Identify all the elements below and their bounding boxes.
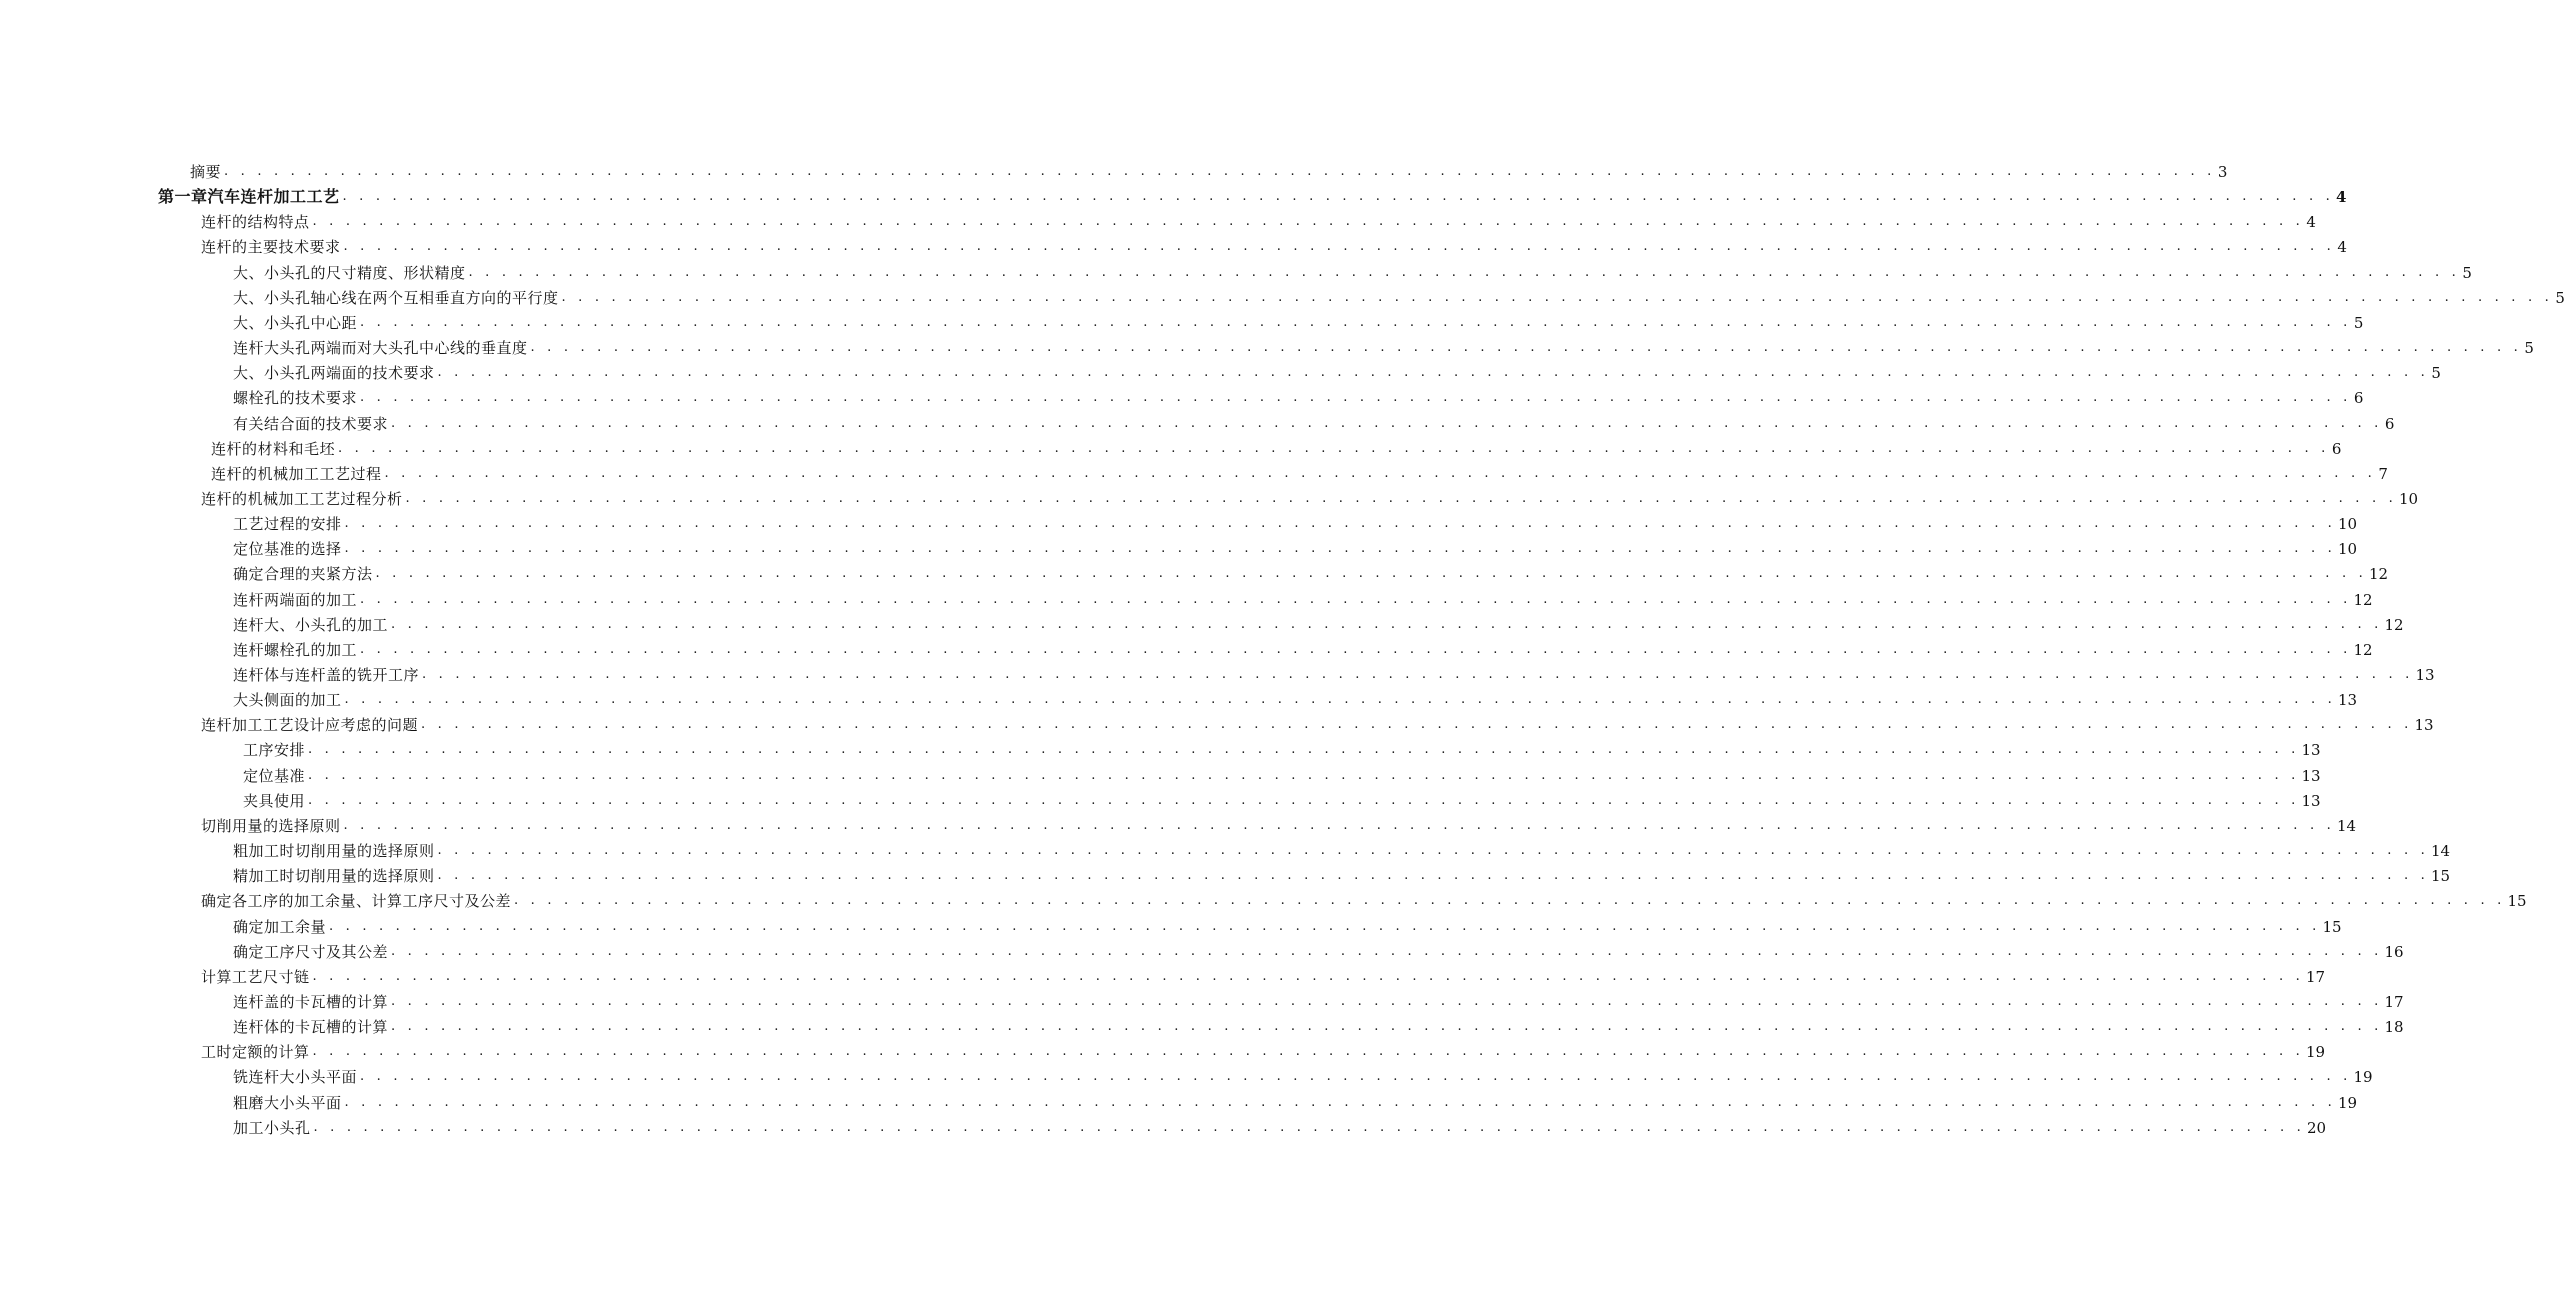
toc-entry-title: 连杆的结构特点 [201, 213, 310, 232]
toc-entry-page-number: 5 [2353, 313, 2364, 332]
toc-dot-leader: . . . . . . . . . . . . . . . . . . . . . . . . . . . . . . . . . . . . . . . . . . . . . . . . . . . . . . . . . . . . . . . . . . . . . . . . . . . . . . . . . . . . . . . . . . . . . . . . . . . . . . . . . . . . . . . . . . . . . . . . [308, 767, 2300, 783]
toc-entry-page-number: 4 [2337, 238, 2347, 257]
toc-dot-leader: . . . . . . . . . . . . . . . . . . . . . . . . . . . . . . . . . . . . . . . . . . . . . . . . . . . . . . . . . . . . . . . . . . . . . . . . . . . . . . . . . . . . . . . . . . . . . . . . . . . . . . . . . . . . . . . . . . . . . . . . [312, 214, 2304, 230]
toc-entry[interactable] [233, 308, 2364, 333]
toc-entry-page-number: 5 [2555, 288, 2565, 307]
toc-dot-leader: . . . . . . . . . . . . . . . . . . . . . . . . . . . . . . . . . . . . . . . . . . . . . . . . . . . . . . . . . . . . . . . . . . . . . . . . . . . . . . . . . . . . . . . . . . . . . . . . . . . . . . . . . . . . . . . . . . . . . . . . [391, 1019, 2383, 1035]
toc-entry[interactable] [233, 685, 2358, 710]
toc-entry[interactable] [233, 509, 2358, 534]
toc-entry-title: 大头侧面的加工 [233, 691, 342, 710]
toc-entry[interactable] [243, 761, 2321, 786]
toc-entry-title: 连杆盖的卡瓦槽的计算 [233, 992, 389, 1011]
toc-entry-title: 夹具使用 [243, 791, 306, 810]
toc-dot-leader: . . . . . . . . . . . . . . . . . . . . . . . . . . . . . . . . . . . . . . . . . . . . . . . . . . . . . . . . . . . . . . . . . . . . . . . . . . . . . . . . . . . . . . . . . . . . . . . . . . . . . . . . . . . . . . . . . . . . . . . . [343, 817, 2335, 833]
toc-entry-title: 连杆体的卡瓦槽的计算 [233, 1018, 389, 1037]
toc-dot-leader: . . . . . . . . . . . . . . . . . . . . . . . . . . . . . . . . . . . . . . . . . . . . . . . . . . . . . . . . . . . . . . . . . . . . . . . . . . . . . . . . . . . . . . . . . . . . . . . . . . . . . . . . . . . . . . . . . . . . . . . . [338, 440, 2330, 456]
toc-entry-page-number: 14 [2336, 816, 2357, 835]
toc-entry[interactable] [233, 635, 2373, 660]
toc-dot-leader: . . . . . . . . . . . . . . . . . . . . . . . . . . . . . . . . . . . . . . . . . . . . . . . . . . . . . . . . . . . . . . . . . . . . . . . . . . . . . . . . . . . . . . . . . . . . . . . . . . . . . . . . . . . . . . . . . . . . . . . . [312, 968, 2304, 984]
toc-entry[interactable] [233, 283, 2565, 308]
toc-entry-title: 定位基准 [243, 766, 306, 785]
toc-entry-title: 确定加工余量 [233, 917, 327, 936]
toc-dot-leader: . . . . . . . . . . . . . . . . . . . . . . . . . . . . . . . . . . . . . . . . . . . . . . . . . . . . . . . . . . . . . . . . . . . . . . . . . . . . . . . . . . . . . . . . . . . . . . . . . . . . . . . . . . . . . . . . . . . . . . . . [313, 1119, 2305, 1135]
toc-entry[interactable] [233, 660, 2435, 685]
toc-entry[interactable] [243, 735, 2321, 760]
toc-entry-title: 连杆的材料和毛坯 [211, 439, 336, 458]
toc-entry[interactable] [233, 333, 2534, 358]
toc-dot-leader: . . . . . . . . . . . . . . . . . . . . . . . . . . . . . . . . . . . . . . . . . . . . . . . . . . . . . . . . . . . . . . . . . . . . . . . . . . . . . . . . . . . . . . . . . . . . . . . . . . . . . . . . . . . . . . . . . . . . . . . . [343, 239, 2335, 255]
toc-entry-page-number: 6 [2353, 389, 2364, 408]
toc-entry-title: 连杆大、小头孔的加工 [233, 615, 389, 634]
toc-entry-page-number: 13 [2414, 716, 2434, 735]
toc-entry-title: 有关结合面的技术要求 [233, 414, 389, 433]
toc-dot-leader: . . . . . . . . . . . . . . . . . . . . . . . . . . . . . . . . . . . . . . . . . . . . . . . . . . . . . . . . . . . . . . . . . . . . . . . . . . . . . . . . . . . . . . . . . . . . . . . . . . . . . . . . . . . . . . . . . . . . . . . . [437, 365, 2429, 381]
toc-dot-leader: . . . . . . . . . . . . . . . . . . . . . . . . . . . . . . . . . . . . . . . . . . . . . . . . . . . . . . . . . . . . . . . . . . . . . . . . . . . . . . . . . . . . . . . . . . . . . . . . . . . . . . . . . . . . . . . . . . . . . . . . [312, 1044, 2304, 1060]
toc-entry-title: 连杆螺栓孔的加工 [233, 640, 358, 659]
toc-dot-leader: . . . . . . . . . . . . . . . . . . . . . . . . . . . . . . . . . . . . . . . . . . . . . . . . . . . . . . . . . . . . . . . . . . . . . . . . . . . . . . . . . . . . . . . . . . . . . . . . . . . . . . . . . . . . . . . . . . . . . . . . [360, 1069, 2352, 1085]
toc-entry-page-number: 13 [2301, 766, 2321, 785]
toc-entry-title: 大、小头孔两端面的技术要求 [233, 364, 435, 383]
toc-dot-leader: . . . . . . . . . . . . . . . . . . . . . . . . . . . . . . . . . . . . . . . . . . . . . . . . . . . . . . . . . . . . . . . . . . . . . . . . . . . . . . . . . . . . . . . . . . . . . . . . . . . . . . . . . . . . . . . . . . . . . . . . [437, 868, 2429, 884]
toc-entry-title: 连杆大头孔两端而对大头孔中心线的垂直度 [233, 339, 528, 358]
toc-entry-page-number: 5 [2524, 339, 2534, 358]
toc-entry[interactable] [201, 811, 2357, 836]
toc-entry[interactable] [233, 559, 2389, 584]
toc-entry[interactable] [201, 1037, 2326, 1062]
toc-entry[interactable] [201, 886, 2527, 911]
toc-dot-leader: . . . . . . . . . . . . . . . . . . . . . . . . . . . . . . . . . . . . . . . . . . . . . . . . . . . . . . . . . . . . . . . . . . . . . . . . . . . . . . . . . . . . . . . . . . . . . . . . . . . . . . . . . . . . . . . . . . . . . . . . [391, 616, 2383, 632]
toc-entry-page-number: 10 [2398, 489, 2419, 508]
toc-entry[interactable] [233, 534, 2358, 559]
toc-entry-page-number: 12 [2384, 615, 2404, 634]
toc-dot-leader: . . . . . . . . . . . . . . . . . . . . . . . . . . . . . . . . . . . . . . . . . . . . . . . . . . . . . . . . . . . . . . . . . . . . . . . . . . . . . . . . . . . . . . . . . . . . . . . . . . . . . . . . . . . . . . . . . . . . . . . . [561, 289, 2553, 305]
toc-entry-title: 工时定额的计算 [201, 1043, 310, 1062]
toc-entry-page-number: 13 [2337, 691, 2358, 710]
toc-entry-title: 定位基准的选择 [233, 540, 342, 559]
toc-entry-page-number: 4 [2335, 188, 2347, 207]
toc-dot-leader: . . . . . . . . . . . . . . . . . . . . . . . . . . . . . . . . . . . . . . . . . . . . . . . . . . . . . . . . . . . . . . . . . . . . . . . . . . . . . . . . . . . . . . . . . . . . . . . . . . . . . . . . . . . . . . . . . . . . . . . . [422, 667, 2414, 682]
toc-entry-page-number: 13 [2301, 741, 2321, 760]
toc-entry-title: 大、小头孔中心距 [233, 313, 358, 332]
toc-entry-title: 工艺过程的安排 [233, 515, 342, 534]
toc-entry-page-number: 10 [2337, 540, 2358, 559]
toc-entry-page-number: 20 [2306, 1118, 2327, 1137]
toc-entry-title: 粗加工时切削用量的选择原则 [233, 842, 435, 861]
toc-entry[interactable] [233, 383, 2364, 408]
toc-entry-title: 铣连杆大小头平面 [233, 1068, 358, 1087]
toc-entry[interactable] [243, 786, 2321, 811]
toc-dot-leader: . . . . . . . . . . . . . . . . . . . . . . . . . . . . . . . . . . . . . . . . . . . . . . . . . . . . . . . . . . . . . . . . . . . . . . . . . . . . . . . . . . . . . . . . . . . . . . . . . . . . . . . . . . . . . . . . . . . . . . . . [360, 314, 2352, 330]
toc-entry-title: 加工小头孔 [233, 1118, 311, 1137]
toc-entry-title: 第一章汽车连杆加工工艺 [158, 187, 340, 207]
toc-entry-page-number: 15 [2322, 917, 2342, 936]
toc-entry-page-number: 12 [2353, 590, 2373, 609]
toc-dot-leader: . . . . . . . . . . . . . . . . . . . . . . . . . . . . . . . . . . . . . . . . . . . . . . . . . . . . . . . . . . . . . . . . . . . . . . . . . . . . . . . . . . . . . . . . . . . . . . . . . . . . . . . . . . . . . . . . . . . . . . . . [468, 264, 2460, 280]
toc-dot-leader: . . . . . . . . . . . . . . . . . . . . . . . . . . . . . . . . . . . . . . . . . . . . . . . . . . . . . . . . . . . . . . . . . . . . . . . . . . . . . . . . . . . . . . . . . . . . . . . . . . . . . . . . . . . . . . . . . . . . . . . . [308, 792, 2300, 808]
toc-entry-page-number: 14 [2430, 842, 2451, 861]
toc-dot-leader: . . . . . . . . . . . . . . . . . . . . . . . . . . . . . . . . . . . . . . . . . . . . . . . . . . . . . . . . . . . . . . . . . . . . . . . . . . . . . . . . . . . . . . . . . . . . . . . . . . . . . . . . . . . . . . . . . . . . . . . . [360, 641, 2352, 657]
toc-entry-title: 精加工时切削用量的选择原则 [233, 867, 435, 886]
toc-dot-leader: . . . . . . . . . . . . . . . . . . . . . . . . . . . . . . . . . . . . . . . . . . . . . . . . . . . . . . . . . . . . . . . . . . . . . . . . . . . . . . . . . . . . . . . . . . . . . . . . . . . . . . . . . . . . . . . . . . . . . . . . [421, 717, 2413, 733]
toc-entry-title: 确定各工序的加工余量、计算工序尺寸及公差 [201, 892, 512, 911]
toc-entry-page-number: 12 [2353, 640, 2373, 659]
toc-entry[interactable] [233, 937, 2404, 962]
toc-entry[interactable] [233, 1062, 2373, 1087]
toc-entry[interactable] [233, 987, 2404, 1012]
toc-dot-leader: . . . . . . . . . . . . . . . . . . . . . . . . . . . . . . . . . . . . . . . . . . . . . . . . . . . . . . . . . . . . . . . . . . . . . . . . . . . . . . . . . . . . . . . . . . . . . . . . . . . . . . . . . . . . . . . . . . . . . . . . [344, 692, 2336, 708]
toc-dot-leader: . . . . . . . . . . . . . . . . . . . . . . . . . . . . . . . . . . . . . . . . . . . . . . . . . . . . . . . . . . . . . . . . . . . . . . . . . . . . . . . . . . . . . . . . . . . . . . . . . . . . . . . . . . . . . . . . . . . . . . . . [405, 490, 2397, 506]
toc-dot-leader: . . . . . . . . . . . . . . . . . . . . . . . . . . . . . . . . . . . . . . . . . . . . . . . . . . . . . . . . . . . . . . . . . . . . . . . . . . . . . . . . . . . . . . . . . . . . . . . . . . . . . . . . . . . . . . . . . . . . . . . . [437, 843, 2429, 859]
toc-entry-title: 大、小头孔轴心线在两个互相垂直方向的平行度 [233, 288, 559, 307]
toc-dot-leader: . . . . . . . . . . . . . . . . . . . . . . . . . . . . . . . . . . . . . . . . . . . . . . . . . . . . . . . . . . . . . . . . . . . . . . . . . . . . . . . . . . . . . . . . . . . . . . . . . . . . . . . . . . . . . . . . . . . . . . . . [391, 993, 2383, 1009]
toc-entry-title: 连杆体与连杆盖的铣开工序 [233, 666, 420, 684]
toc-entry[interactable] [190, 157, 2228, 182]
toc-entry-page-number: 12 [2368, 565, 2389, 584]
toc-entry-page-number: 19 [2337, 1093, 2358, 1112]
toc-dot-leader: . . . . . . . . . . . . . . . . . . . . . . . . . . . . . . . . . . . . . . . . . . . . . . . . . . . . . . . . . . . . . . . . . . . . . . . . . . . . . . . . . . . . . . . . . . . . . . . . . . . . . . . . . . . . . . . . . . . . . . . . [360, 591, 2352, 607]
toc-entry-title: 切削用量的选择原则 [201, 816, 341, 835]
toc-entry-page-number: 16 [2384, 942, 2404, 961]
toc-entry-title: 连杆的主要技术要求 [201, 238, 341, 257]
toc-entry[interactable] [201, 484, 2419, 509]
toc-entry-page-number: 17 [2384, 992, 2404, 1011]
toc-dot-leader: . . . . . . . . . . . . . . . . . . . . . . . . . . . . . . . . . . . . . . . . . . . . . . . . . . . . . . . . . . . . . . . . . . . . . . . . . . . . . . . . . . . . . . . . . . . . . . . . . . . . . . . . . . . . . . . . . . . . . . . . [342, 189, 2334, 205]
toc-dot-leader: . . . . . . . . . . . . . . . . . . . . . . . . . . . . . . . . . . . . . . . . . . . . . . . . . . . . . . . . . . . . . . . . . . . . . . . . . . . . . . . . . . . . . . . . . . . . . . . . . . . . . . . . . . . . . . . . . . . . . . . . [360, 390, 2352, 406]
toc-entry-title: 计算工艺尺寸链 [201, 967, 310, 986]
toc-dot-leader: . . . . . . . . . . . . . . . . . . . . . . . . . . . . . . . . . . . . . . . . . . . . . . . . . . . . . . . . . . . . . . . . . . . . . . . . . . . . . . . . . . . . . . . . . . . . . . . . . . . . . . . . . . . . . . . . . . . . . . . . [344, 541, 2336, 557]
toc-entry-page-number: 19 [2353, 1068, 2373, 1087]
toc-entry-title: 确定工序尺寸及其公差 [233, 942, 389, 961]
toc-entry-title: 大、小头孔的尺寸精度、形状精度 [233, 263, 466, 282]
toc-entry-page-number: 6 [2384, 414, 2395, 433]
toc-dot-leader: . . . . . . . . . . . . . . . . . . . . . . . . . . . . . . . . . . . . . . . . . . . . . . . . . . . . . . . . . . . . . . . . . . . . . . . . . . . . . . . . . . . . . . . . . . . . . . . . . . . . . . . . . . . . . . . . . . . . . . . . [224, 164, 2216, 179]
toc-dot-leader: . . . . . . . . . . . . . . . . . . . . . . . . . . . . . . . . . . . . . . . . . . . . . . . . . . . . . . . . . . . . . . . . . . . . . . . . . . . . . . . . . . . . . . . . . . . . . . . . . . . . . . . . . . . . . . . . . . . . . . . . [530, 340, 2522, 356]
toc-entry-page-number: 5 [2431, 364, 2441, 383]
toc-entry-page-number: 4 [2306, 213, 2316, 232]
toc-entry-title: 连杆加工工艺设计应考虑的问题 [201, 716, 419, 735]
toc-entry-page-number: 3 [2217, 163, 2228, 181]
toc-entry-page-number: 15 [2507, 892, 2527, 911]
toc-entry[interactable] [233, 861, 2451, 886]
toc-entry[interactable] [233, 1012, 2404, 1037]
toc-entry[interactable] [201, 232, 2347, 257]
toc-entry[interactable] [233, 912, 2342, 937]
toc-entry[interactable] [233, 1113, 2327, 1138]
toc-dot-leader: . . . . . . . . . . . . . . . . . . . . . . . . . . . . . . . . . . . . . . . . . . . . . . . . . . . . . . . . . . . . . . . . . . . . . . . . . . . . . . . . . . . . . . . . . . . . . . . . . . . . . . . . . . . . . . . . . . . . . . . . [344, 1094, 2336, 1110]
toc-entry[interactable] [201, 207, 2316, 232]
toc-entry-page-number: 18 [2384, 1018, 2404, 1037]
toc-dot-leader: . . . . . . . . . . . . . . . . . . . . . . . . . . . . . . . . . . . . . . . . . . . . . . . . . . . . . . . . . . . . . . . . . . . . . . . . . . . . . . . . . . . . . . . . . . . . . . . . . . . . . . . . . . . . . . . . . . . . . . . . [514, 893, 2506, 909]
toc-entry[interactable] [233, 409, 2395, 434]
toc-entry-title: 摘要 [190, 163, 222, 181]
toc-entry-page-number: 10 [2337, 515, 2358, 534]
toc-entry[interactable] [233, 610, 2404, 635]
toc-entry-title: 确定合理的夹紧方法 [233, 565, 373, 584]
toc-dot-leader: . . . . . . . . . . . . . . . . . . . . . . . . . . . . . . . . . . . . . . . . . . . . . . . . . . . . . . . . . . . . . . . . . . . . . . . . . . . . . . . . . . . . . . . . . . . . . . . . . . . . . . . . . . . . . . . . . . . . . . . . [391, 943, 2383, 959]
toc-dot-leader: . . . . . . . . . . . . . . . . . . . . . . . . . . . . . . . . . . . . . . . . . . . . . . . . . . . . . . . . . . . . . . . . . . . . . . . . . . . . . . . . . . . . . . . . . . . . . . . . . . . . . . . . . . . . . . . . . . . . . . . . [329, 918, 2321, 934]
toc-entry-title: 螺栓孔的技术要求 [233, 389, 358, 408]
toc-entry-page-number: 13 [2301, 791, 2321, 810]
toc-entry-page-number: 15 [2430, 867, 2451, 886]
toc-entry[interactable] [201, 962, 2326, 987]
toc-entry-page-number: 17 [2305, 967, 2326, 986]
toc-entry-page-number: 13 [2415, 666, 2435, 684]
toc-dot-leader: . . . . . . . . . . . . . . . . . . . . . . . . . . . . . . . . . . . . . . . . . . . . . . . . . . . . . . . . . . . . . . . . . . . . . . . . . . . . . . . . . . . . . . . . . . . . . . . . . . . . . . . . . . . . . . . . . . . . . . . . [344, 516, 2336, 532]
toc-entry-title: 连杆的机械加工工艺过程 [211, 464, 382, 483]
toc-entry-page-number: 6 [2331, 439, 2342, 458]
toc-entry-title: 连杆的机械加工工艺过程分析 [201, 489, 403, 508]
toc-entry-title: 连杆两端面的加工 [233, 590, 358, 609]
toc-entry[interactable] [233, 585, 2373, 610]
toc-entry[interactable] [233, 836, 2451, 861]
toc-entry[interactable] [233, 1088, 2358, 1113]
toc-dot-leader: . . . . . . . . . . . . . . . . . . . . . . . . . . . . . . . . . . . . . . . . . . . . . . . . . . . . . . . . . . . . . . . . . . . . . . . . . . . . . . . . . . . . . . . . . . . . . . . . . . . . . . . . . . . . . . . . . . . . . . . . [308, 742, 2300, 758]
toc-entry[interactable] [201, 710, 2434, 735]
toc-entry-title: 工序安排 [243, 741, 306, 760]
toc-entry-title: 粗磨大小头平面 [233, 1093, 342, 1112]
toc-entry-page-number: 7 [2378, 464, 2388, 483]
toc-entry[interactable] [211, 459, 2388, 484]
toc-entry[interactable] [233, 358, 2441, 383]
toc-entry[interactable] [233, 258, 2472, 283]
toc-dot-leader: . . . . . . . . . . . . . . . . . . . . . . . . . . . . . . . . . . . . . . . . . . . . . . . . . . . . . . . . . . . . . . . . . . . . . . . . . . . . . . . . . . . . . . . . . . . . . . . . . . . . . . . . . . . . . . . . . . . . . . . . [384, 465, 2376, 481]
toc-dot-leader: . . . . . . . . . . . . . . . . . . . . . . . . . . . . . . . . . . . . . . . . . . . . . . . . . . . . . . . . . . . . . . . . . . . . . . . . . . . . . . . . . . . . . . . . . . . . . . . . . . . . . . . . . . . . . . . . . . . . . . . . [375, 566, 2367, 582]
toc-entry-page-number: 5 [2462, 263, 2472, 282]
toc-entry-page-number: 19 [2305, 1043, 2326, 1062]
toc-entry[interactable] [211, 434, 2342, 459]
toc-entry[interactable] [158, 182, 2347, 207]
toc-dot-leader: . . . . . . . . . . . . . . . . . . . . . . . . . . . . . . . . . . . . . . . . . . . . . . . . . . . . . . . . . . . . . . . . . . . . . . . . . . . . . . . . . . . . . . . . . . . . . . . . . . . . . . . . . . . . . . . . . . . . . . . . [391, 415, 2383, 431]
